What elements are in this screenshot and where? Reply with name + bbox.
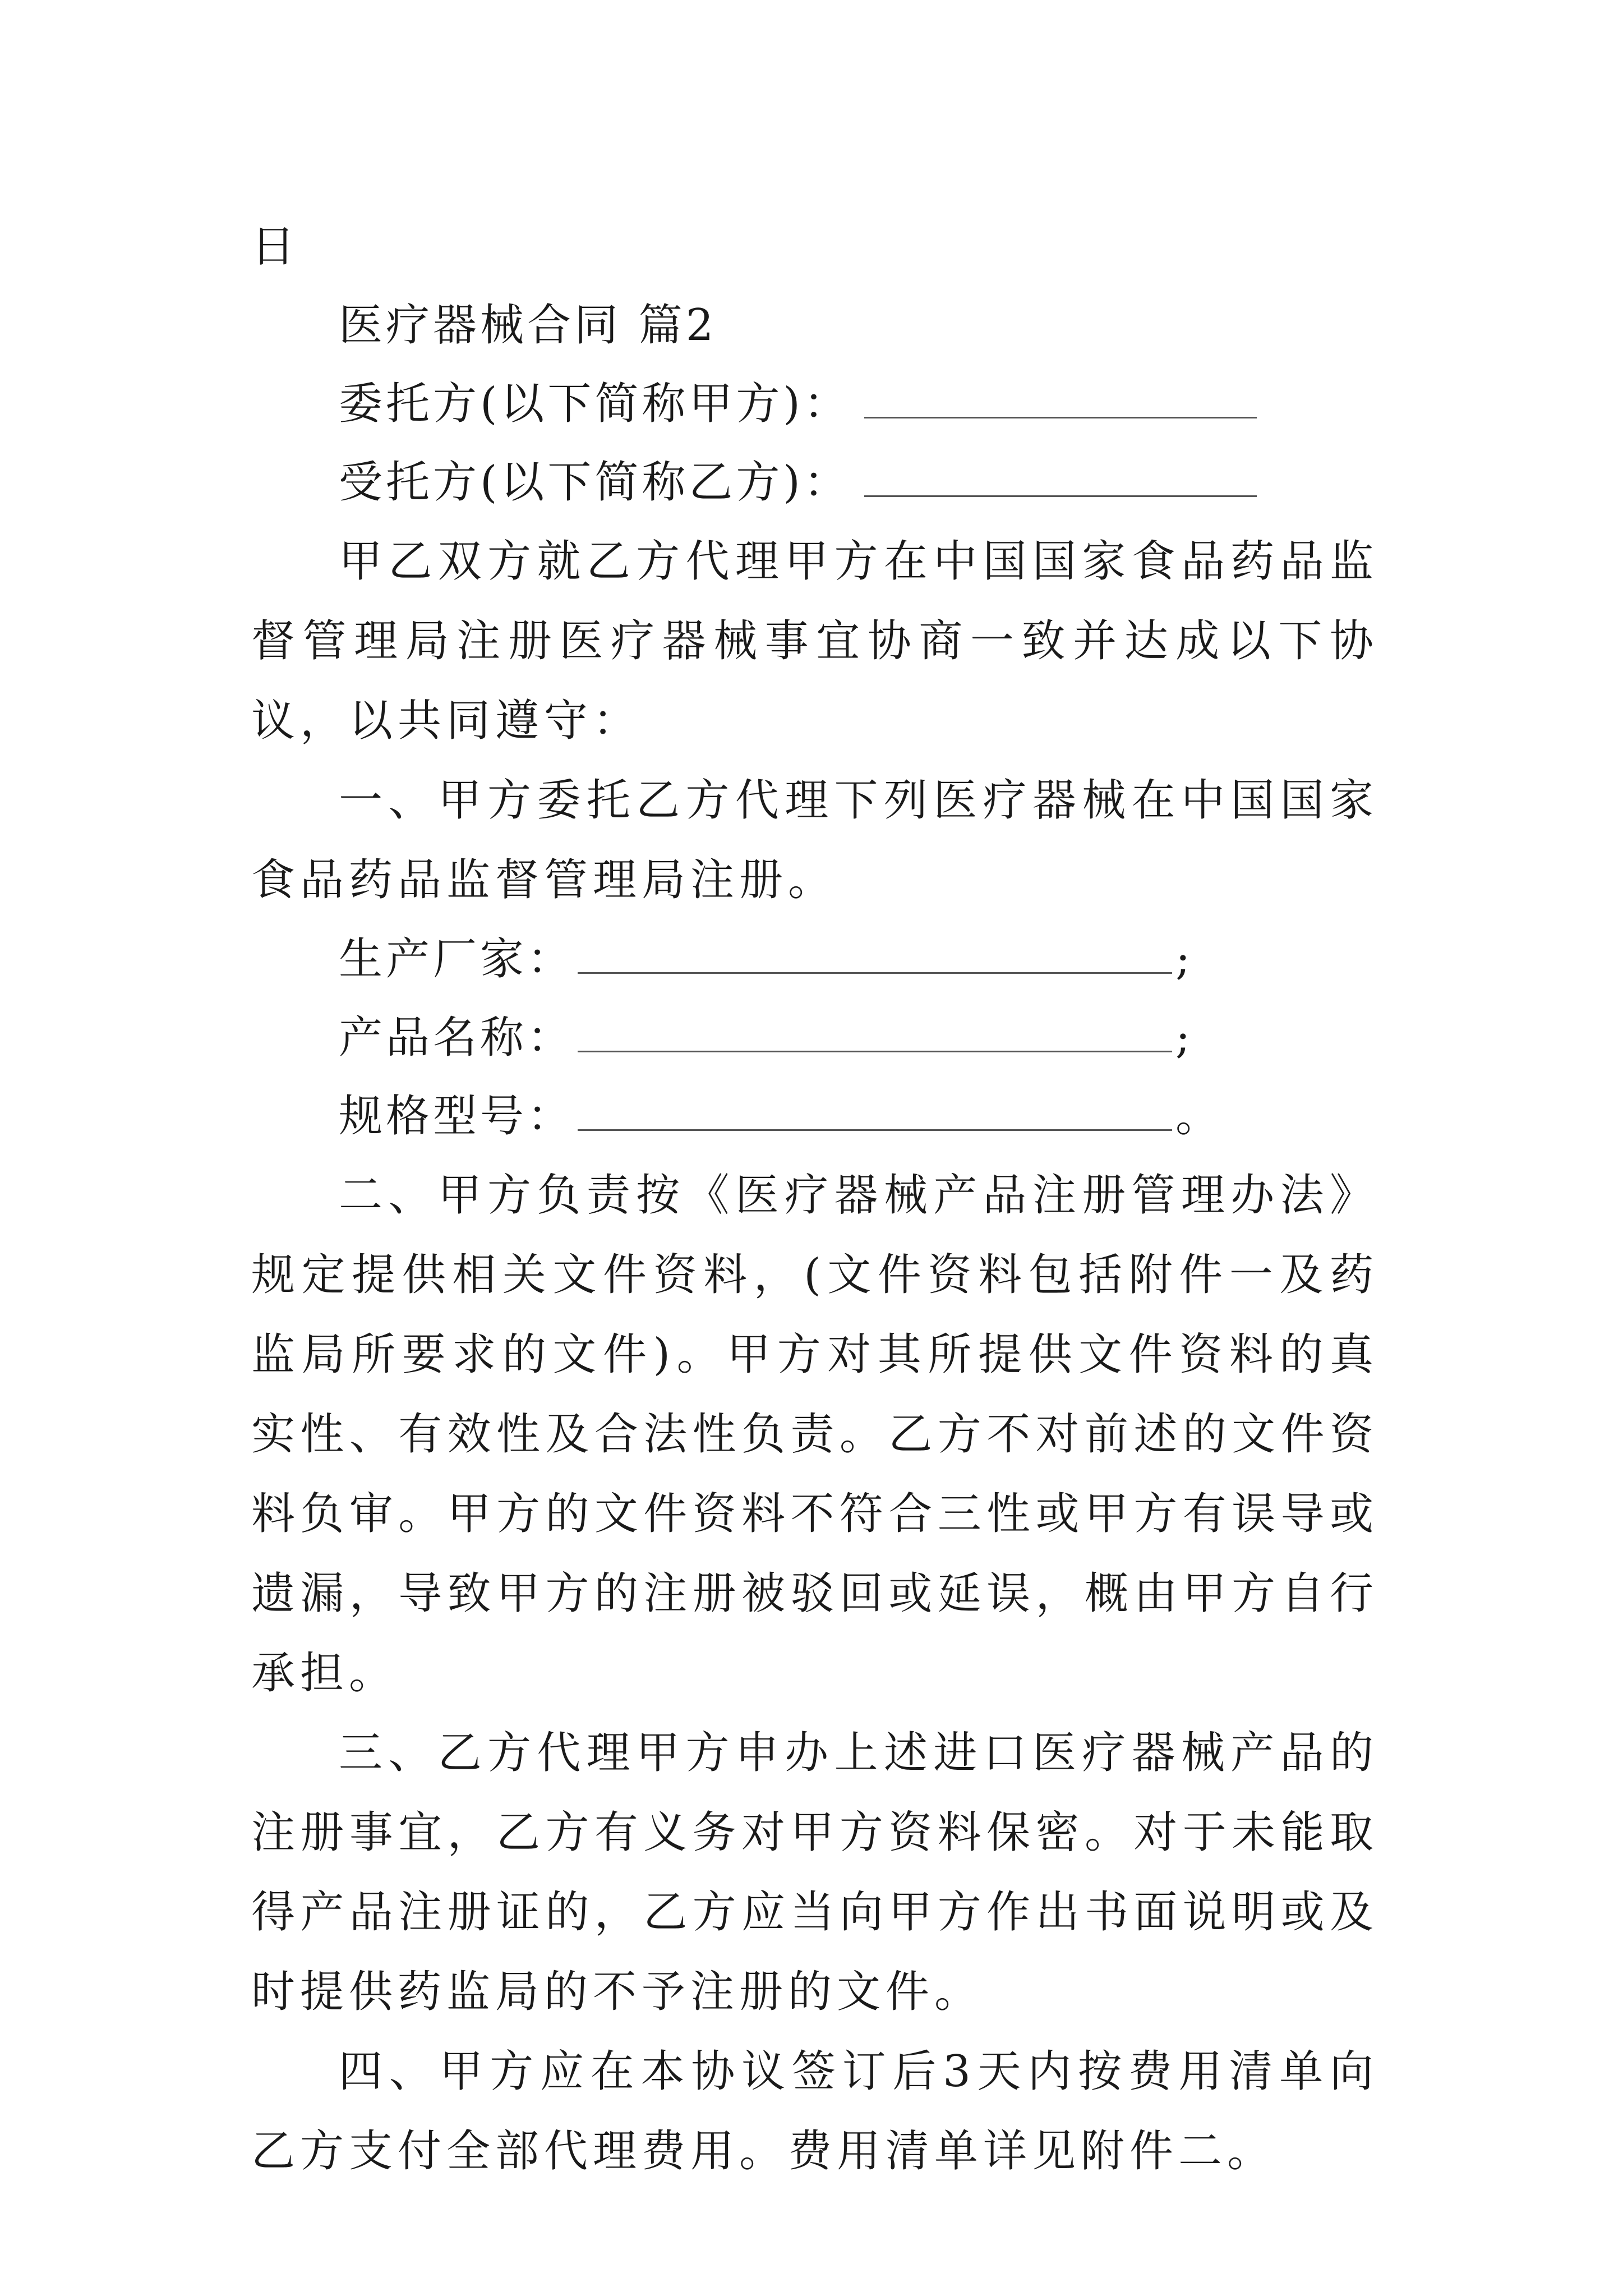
party-a-blank	[864, 383, 1257, 418]
party-b-label: 受托方(以下简称乙方)：	[339, 457, 851, 508]
model-blank	[578, 1096, 1172, 1131]
model-label: 规格型号：	[339, 1091, 575, 1142]
party-a-line	[251, 365, 1378, 443]
clause-1: 一、甲方委托乙方代理下列医疗器械在中国国家食品药品监督管理局注册。	[251, 775, 1378, 905]
document-page	[251, 208, 1378, 2191]
clause-3: 三、乙方代理甲方申办上述进口医疗器械产品的注册事宜，乙方有义务对甲方资料保密。对于未能取得产品注册证的，乙方应当向甲方作出书面说明或及时提供药监局的不予注册的文件。	[251, 1728, 1378, 2017]
party-b-line	[251, 443, 1378, 522]
section-title: 医疗器械合同 篇2	[339, 300, 717, 351]
party-a-label: 委托方(以下简称甲方)：	[339, 379, 851, 429]
product-end: ;	[1175, 1013, 1194, 1063]
product-blank	[578, 1017, 1172, 1052]
model-line	[251, 1077, 1378, 1156]
manufacturer-blank	[578, 938, 1172, 974]
product-label: 产品名称：	[339, 1013, 575, 1063]
party-b-blank	[864, 462, 1257, 497]
top-fragment: 日	[251, 222, 299, 272]
intro-paragraph: 甲乙双方就乙方代理甲方在中国国家食品药品监督管理局注册医疗器械事宜协商一致并达成以下协议，以共同遵守：	[251, 536, 1378, 746]
clause-2: 二、甲方负责按《医疗器械产品注册管理办法》规定提供相关文件资料，(文件资料包括附件一及药监局所要求的文件)。甲方对其所提供文件资料的真实性、有效性及合法性负责。乙方不对前述的文件资料负审。甲方的文件资料不符合三性或甲方有误导或遗漏，导致甲方的注册被驳回或延误，概由甲方自行承担。	[251, 1170, 1378, 1699]
manufacturer-label: 生产厂家：	[339, 934, 575, 984]
clause-4: 四、甲方应在本协议签订后3天内按费用清单向乙方支付全部代理费用。费用清单详见附件二。	[251, 2046, 1378, 2177]
product-line	[251, 999, 1378, 1077]
manufacturer-end: ;	[1175, 934, 1194, 984]
manufacturer-line	[251, 920, 1378, 999]
model-end: 。	[1175, 1091, 1223, 1142]
